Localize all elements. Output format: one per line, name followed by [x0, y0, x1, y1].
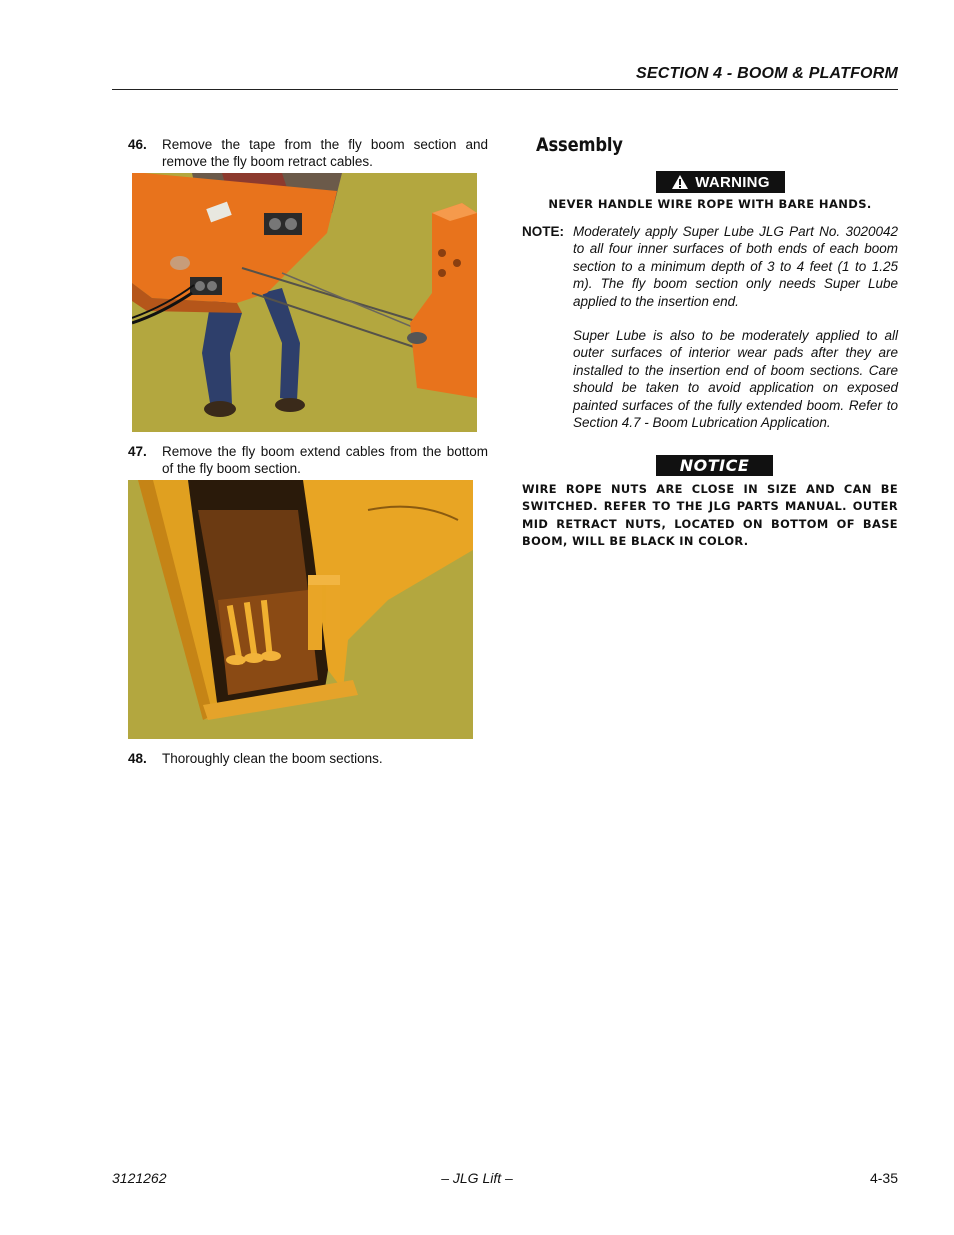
step-number: 48.: [128, 751, 147, 766]
section-heading-assembly: Assembly: [536, 134, 623, 156]
warning-triangle-icon: [671, 174, 689, 190]
photo-fly-boom-extend-cables: [128, 480, 473, 739]
header-rule: [112, 89, 898, 90]
header-section-title: SECTION 4 - BOOM & PLATFORM: [636, 65, 898, 82]
step-text: Remove the fly boom extend cables from the bottom of the fly boom section.: [162, 444, 488, 476]
step-46: [128, 136, 488, 170]
note-paragraph: Moderately apply Super Lube JLG Part No. 3020042 to all four inner surfaces of both ends of each boom section to a minimum depth of 3 to 4 feet (1 to 1.25 m). The fly boom section only needs Super Lube applied to the insertion end.: [573, 224, 898, 309]
note-paragraph: Super Lube is also to be moderately applied to all outer surfaces of interior wear pads after they are installed to the insertion end of boom sections. Care should be taken to avoid application on exposed painted surfaces of the fully extended boom. Refer to Section 4.7 - Boom Lubrication Application.: [573, 328, 898, 431]
warning-text: NEVER HANDLE WIRE ROPE WITH BARE HANDS.: [548, 197, 872, 211]
step-48: [128, 750, 488, 767]
step-text: Thoroughly clean the boom sections.: [162, 751, 383, 766]
step-number: 46.: [128, 137, 147, 152]
note-block: [522, 223, 898, 431]
warning-badge: [656, 171, 785, 193]
notice-text: WIRE ROPE NUTS ARE CLOSE IN SIZE AND CAN BE SWITCHED. REFER TO THE JLG PARTS MANUAL. OUTER MID RETRACT NUTS, LOCATED ON BOTTOM OF BASE BOOM, WILL BE BLACK IN COLOR.: [522, 482, 898, 549]
photo-fly-boom-retract-cables: [132, 173, 477, 432]
footer-company: – JLG Lift –: [441, 1170, 513, 1186]
notice-badge: NOTICE: [656, 455, 773, 476]
footer-doc-number: 3121262: [112, 1170, 167, 1186]
step-text: Remove the tape from the fly boom section and remove the fly boom retract cables.: [162, 137, 488, 169]
note-label: NOTE:: [522, 224, 564, 239]
warning-badge-label: WARNING: [695, 173, 770, 191]
step-number: 47.: [128, 444, 147, 459]
step-47: [128, 443, 488, 477]
footer-page-number: 4-35: [869, 1170, 898, 1186]
